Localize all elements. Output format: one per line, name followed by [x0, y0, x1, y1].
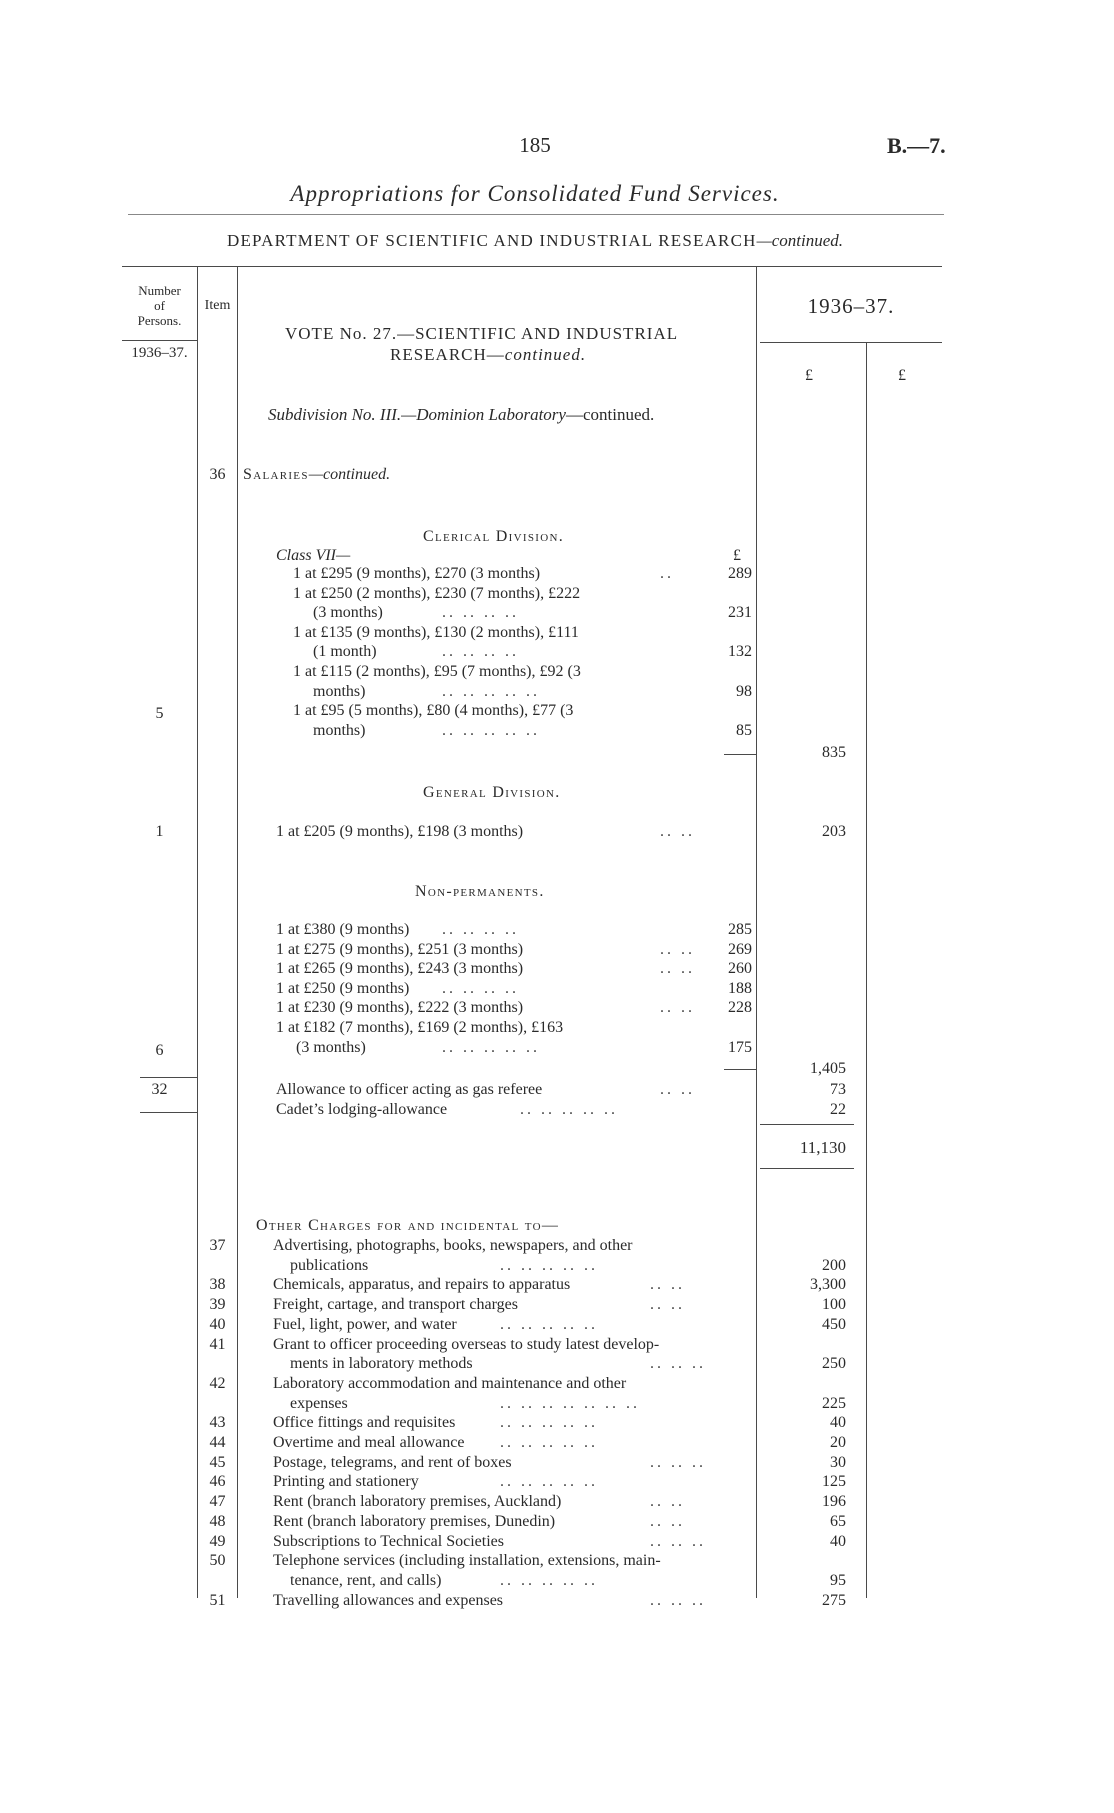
other-charge-item-number: 39	[209, 1296, 226, 1314]
other-charge-value: 100	[822, 1296, 846, 1314]
salaries-total: 11,130	[799, 1138, 846, 1157]
other-charge-text: Fuel, light, power, and water	[273, 1315, 457, 1333]
other-charge-dots: .. .. .. .. ..	[500, 1434, 598, 1451]
nonperm-line-dots: .. ..	[660, 960, 695, 978]
other-charge-dots: .. .. .. .. ..	[500, 1571, 598, 1589]
other-charge-text: ments in laboratory methods	[290, 1355, 473, 1373]
other-charge-text: Travelling allowances and expenses	[273, 1591, 504, 1609]
other-charge-text: tenance, rent, and calls)	[290, 1571, 442, 1589]
clerical-line-dots: .. .. .. ..	[442, 604, 519, 622]
clerical-line-text: 1 at £135 (9 months), £130 (2 months), £111	[293, 623, 579, 641]
other-charge-dots: .. .. .. .. ..	[500, 1473, 598, 1491]
persons-header	[122, 283, 197, 328]
nonperm-line-text: 1 at £275 (9 months), £251 (3 months)	[276, 940, 524, 958]
other-charge-dots: .. .. .. .. ..	[500, 1414, 598, 1432]
other-charge-dots: .. ..	[650, 1512, 685, 1530]
other-charge-text: Office fittings and requisites	[273, 1414, 456, 1432]
department-heading	[0, 231, 1070, 251]
general-line: 1 at £205 (9 months), £198 (3 months)	[276, 823, 524, 840]
document-reference: B.—7.	[887, 133, 946, 158]
pound-sign-subtotal: £	[805, 367, 813, 384]
nonperm-line-text: 1 at £380 (9 months)	[276, 921, 410, 938]
year-header-rule	[760, 342, 942, 343]
other-charge-text: Telephone services (including installation, extensions, main-	[273, 1552, 661, 1570]
general-dots: .. ..	[660, 823, 695, 840]
other-charge-text: Laboratory accommodation and maintenance and other	[273, 1374, 627, 1392]
page-number: 185	[519, 133, 551, 157]
other-charge-dots: .. .. .. .. ..	[500, 1256, 598, 1274]
subdivision-label: Subdivision No. III.—Dominion Laboratory	[268, 405, 566, 424]
nonperm-line-dots: .. ..	[660, 999, 695, 1017]
vote-title-line-1: VOTE No. 27.—SCIENTIFIC AND INDUSTRIAL	[285, 324, 679, 343]
other-charge-text: Chemicals, apparatus, and repairs to apparatus	[273, 1276, 571, 1294]
clerical-line-dots: .. .. .. .. ..	[442, 721, 540, 739]
non-permanents-sum-rule	[724, 1069, 756, 1070]
nonperm-line-value: 269	[728, 940, 752, 958]
clerical-line-text: 1 at £95 (5 months), £80 (4 months), £77 (3	[293, 702, 574, 720]
persons-header-line-3: Persons.	[137, 313, 182, 328]
nonperm-line-dots: .. ..	[660, 940, 695, 958]
general-persons: 1	[155, 823, 164, 840]
nonperm-line-text: 1 at £230 (9 months), £222 (3 months)	[276, 999, 524, 1017]
department-name: DEPARTMENT OF SCIENTIFIC AND INDUSTRIAL RESEARCH	[226, 231, 757, 250]
table-top-rule	[122, 266, 942, 267]
other-charge-dots: .. .. .. .. ..	[500, 1315, 598, 1333]
other-charge-value: 3,300	[810, 1276, 846, 1294]
persons-header-line-2: of	[154, 298, 165, 313]
non-permanents-total: 1,405	[810, 1060, 846, 1077]
other-charge-item-number: 44	[209, 1434, 226, 1451]
other-charge-value: 20	[830, 1434, 846, 1451]
clerical-line-text: (3 months)	[313, 604, 383, 622]
vote-title-suffix: continued.	[504, 345, 587, 364]
total-column-rule	[866, 342, 867, 1598]
clerical-line-text: months)	[313, 721, 366, 739]
nonperm-line-dots: .. .. .. ..	[442, 979, 519, 997]
other-charge-value: 196	[822, 1493, 846, 1511]
allowance-value: 22	[830, 1100, 846, 1118]
persons-year: 1936–37.	[131, 345, 188, 361]
pound-sign-total: £	[898, 367, 906, 384]
nonperm-line-dots: .. .. .. ..	[442, 921, 519, 938]
nonperm-line-value: 260	[728, 960, 752, 978]
other-charge-text: Postage, telegrams, and rent of boxes	[273, 1453, 512, 1471]
other-charge-item-number: 43	[209, 1414, 226, 1432]
allowance-value: 73	[830, 1081, 846, 1098]
year-header: 1936–37.	[807, 294, 895, 318]
other-charge-item-number: 45	[209, 1453, 226, 1471]
other-charge-text: Advertising, photographs, books, newspapers, and other	[273, 1237, 633, 1254]
allowance-text: Cadet’s lodging-allowance	[276, 1100, 448, 1118]
other-charge-dots: .. ..	[650, 1276, 685, 1294]
clerical-line-text: 1 at £250 (2 months), £230 (7 months), £222	[293, 584, 581, 602]
clerical-line-value: 132	[728, 643, 752, 661]
nonperm-line-text: (3 months)	[296, 1038, 366, 1056]
persons-header-line-1: Number	[138, 283, 181, 298]
nonperm-line-text: 1 at £265 (9 months), £243 (3 months)	[276, 960, 524, 978]
other-charge-value: 200	[822, 1256, 846, 1274]
subdivision-suffix: —continued.	[565, 405, 655, 424]
clerical-pound-sign: £	[733, 547, 741, 564]
nonperm-line-value: 285	[728, 921, 752, 938]
other-charge-text: Freight, cartage, and transport charges	[273, 1296, 518, 1314]
other-charge-item-number: 48	[209, 1512, 226, 1530]
vote-title-text: RESEARCH—	[390, 345, 505, 364]
other-charge-item-number: 47	[209, 1493, 226, 1511]
clerical-division-heading: Clerical Division.	[423, 528, 565, 545]
other-charge-text: Grant to officer proceeding overseas to study latest develop-	[273, 1335, 660, 1353]
salaries-total-rule-bottom	[760, 1168, 854, 1169]
salaries-label: Salaries	[243, 466, 309, 483]
clerical-persons: 5	[155, 705, 164, 722]
salaries-suffix: —continued.	[308, 466, 391, 483]
salaries-total-rule-top	[760, 1124, 854, 1125]
other-charge-item-number: 42	[209, 1374, 226, 1392]
clerical-line-value: 98	[736, 682, 752, 700]
other-charge-value: 40	[830, 1532, 846, 1550]
other-charge-value: 40	[830, 1414, 846, 1432]
vote-title-line-2	[390, 345, 586, 365]
other-charge-text: Rent (branch laboratory premises, Auckland)	[273, 1493, 562, 1511]
clerical-line-text: 1 at £295 (9 months), £270 (3 months)	[293, 565, 541, 582]
other-charge-text: Rent (branch laboratory premises, Dunedin)	[273, 1512, 556, 1530]
other-charge-dots: .. .. ..	[650, 1355, 706, 1373]
other-charge-text: Subscriptions to Technical Societies	[273, 1532, 504, 1550]
clerical-line-dots: .. .. .. ..	[442, 643, 519, 661]
subdivision-heading	[268, 405, 654, 425]
general-division-heading: General Division.	[423, 784, 561, 801]
other-charge-dots: .. .. .. .. .. .. ..	[500, 1394, 640, 1412]
other-charge-item-number: 41	[209, 1335, 226, 1353]
clerical-line-dots: .. .. .. .. ..	[442, 682, 540, 700]
other-charge-text: publications	[290, 1256, 369, 1274]
other-charge-item-number: 46	[209, 1473, 226, 1491]
non-permanents-heading: Non-permanents.	[415, 883, 545, 900]
persons-total-underline	[140, 1112, 197, 1113]
clerical-line-text: 1 at £115 (2 months), £95 (7 months), £92 (3	[293, 663, 581, 680]
persons-header-rule	[122, 340, 197, 341]
page-title: Appropriations for Consolidated Fund Services.	[290, 181, 780, 206]
nonperm-line-text: 1 at £250 (9 months)	[276, 979, 410, 997]
other-charge-dots: .. ..	[650, 1296, 685, 1314]
subtotal-column-rule	[756, 266, 757, 1598]
allowance-text: Allowance to officer acting as gas referee	[276, 1081, 543, 1098]
item-column-rule	[237, 266, 238, 1598]
nonperm-line-text: 1 at £182 (7 months), £169 (2 months), £163	[276, 1019, 564, 1036]
nonperm-line-value: 228	[728, 999, 752, 1017]
allowance-dots: .. ..	[660, 1081, 695, 1098]
other-charge-dots: .. .. ..	[650, 1453, 706, 1471]
non-permanents-persons: 6	[155, 1042, 164, 1059]
clerical-line-value: 289	[728, 565, 752, 582]
other-charge-text: Printing and stationery	[273, 1473, 419, 1491]
general-total: 203	[822, 823, 846, 840]
other-charge-dots: .. .. ..	[650, 1591, 706, 1609]
other-charge-dots: .. .. ..	[650, 1532, 706, 1550]
other-charge-value: 30	[830, 1453, 846, 1471]
clerical-line-dots: ..	[660, 565, 674, 582]
other-charge-item-number: 49	[209, 1532, 226, 1550]
department-suffix: —continued.	[756, 231, 844, 250]
other-charge-item-number: 40	[209, 1315, 226, 1333]
other-charge-value: 65	[830, 1512, 846, 1530]
other-charge-value: 275	[822, 1591, 846, 1609]
clerical-sum-rule	[724, 754, 756, 755]
other-charge-value: 125	[822, 1473, 846, 1491]
clerical-line-text: months)	[313, 682, 366, 700]
other-charge-text: Overtime and meal allowance	[273, 1434, 465, 1451]
clerical-line-value: 85	[736, 721, 752, 739]
persons-total: 32	[151, 1081, 168, 1098]
other-charge-item-number: 37	[209, 1237, 226, 1254]
other-charge-value: 250	[822, 1355, 846, 1373]
other-charges-heading: Other Charges for and incidental to—	[256, 1217, 560, 1234]
nonperm-line-dots: .. .. .. .. ..	[442, 1038, 540, 1056]
other-charge-item-number: 50	[209, 1552, 226, 1570]
other-charge-text: expenses	[290, 1394, 348, 1412]
nonperm-line-value: 175	[728, 1038, 752, 1056]
other-charge-value: 450	[822, 1315, 846, 1333]
other-charge-value: 225	[822, 1394, 846, 1412]
clerical-line-text: (1 month)	[313, 643, 377, 661]
persons-sum-rule	[140, 1077, 197, 1078]
other-charge-dots: .. ..	[650, 1493, 685, 1511]
item-header: Item	[204, 298, 231, 313]
other-charge-item-number: 51	[209, 1591, 226, 1609]
salaries-item-number: 36	[209, 466, 226, 483]
other-charge-item-number: 38	[209, 1276, 226, 1294]
title-rule	[128, 214, 944, 215]
allowance-dots: .. .. .. .. ..	[520, 1100, 618, 1118]
clerical-class-label: Class VII—	[276, 547, 351, 564]
clerical-line-value: 231	[728, 604, 752, 622]
nonperm-line-value: 188	[728, 979, 752, 997]
clerical-total: 835	[822, 744, 846, 761]
salaries-heading	[243, 466, 390, 484]
other-charge-value: 95	[830, 1571, 846, 1589]
